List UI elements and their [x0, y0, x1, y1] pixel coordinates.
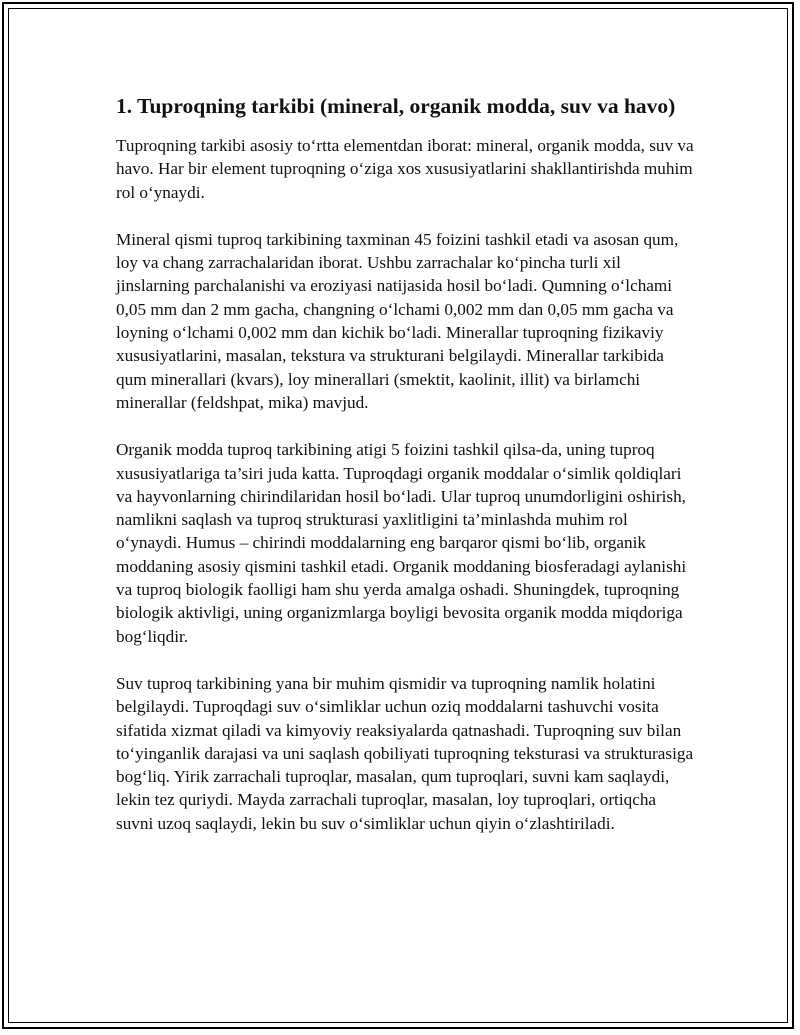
section-heading: 1. Tuproqning tarkibi (mineral, organik modda, suv va havo): [116, 94, 676, 118]
paragraph-mineral: Mineral qismi tuproq tarkibining taxminan 45 foizini tashkil etadi va asosan qum, loy va chang zarrachalaridan iborat. Ushbu zarrachalar ko‘pincha turli xil jinslarning parchalanishi va eroziyasi natijasida hosil bo‘ladi. Qumning o‘lchami 0,05 mm dan 2 mm gacha, changning o‘lchami 0,002 mm dan 0,05 mm gacha va loyning o‘lchami 0,002 mm dan kichik bo‘ladi. Minerallar tuproqning fizikaviy xususiyatlarini, masalan, tekstura va strukturani belgilaydi. Minerallar tarkibida qum minerallari (kvars), loy minerallari (smektit, kaolinit, illit) va birlamchi minerallar (feldshpat, mika) mavjud.: [116, 229, 679, 412]
paragraph-intro: Tuproqning tarkibi asosiy to‘rtta elementdan iborat: mineral, organik modda, suv va havo. Har bir element tuproqning o‘ziga xos xususiyatlarini shakllantirishda muhim rol o‘ynaydi.: [116, 136, 694, 202]
paragraph-organic: Organik modda tuproq tarkibining atigi 5 foizini tashkil qilsa-da, uning tuproq xususiyatlariga ta’siri juda katta. Tuproqdagi organik moddalar o‘simlik qoldiqlari va hayvonlarning chirindilaridan hosil bo‘ladi. Ular tuproq unumdorligini oshirish, namlikni saqlash va tuproq strukturasi yaxlitligini ta’minlashda muhim rol o‘ynaydi. Humus – chirindi moddalarning eng barqaror qismi bo‘lib, organik moddaning asosiy qismini tashkil etadi. Organik moddaning biosferadagi aylanishi va tuproq biologik faolligi ham shu yerda amalga oshadi. Shuningdek, tuproqning biologik aktivligi, uning organizmlarga boyligi bevosita organik modda miqdoriga bog‘liqdir.: [116, 440, 687, 646]
document-body: [116, 92, 694, 859]
document-page: [2, 2, 794, 1029]
paragraph-water: Suv tuproq tarkibining yana bir muhim qismidir va tuproqning namlik holatini belgilaydi. Tuproqdagi suv o‘simliklar uchun oziq moddalarni tashuvchi vosita sifatida xizmat qiladi va kimyoviy reaksiyalarda qatnashadi. Tuproqning suv bilan to‘yinganlik darajasi va uni saqlash qobiliyati tuproqning teksturasi va strukturasiga bog‘liq. Yirik zarrachali tuproqlar, masalan, qum tuproqlari, suvni kam saqlaydi, lekin tez quriydi. Mayda zarrachali tuproqlar, masalan, loy tuproqlari, ortiqcha suvni uzoq saqlaydi, lekin bu suv o‘simliklar uchun qiyin o‘zlashtiriladi.: [116, 673, 694, 833]
